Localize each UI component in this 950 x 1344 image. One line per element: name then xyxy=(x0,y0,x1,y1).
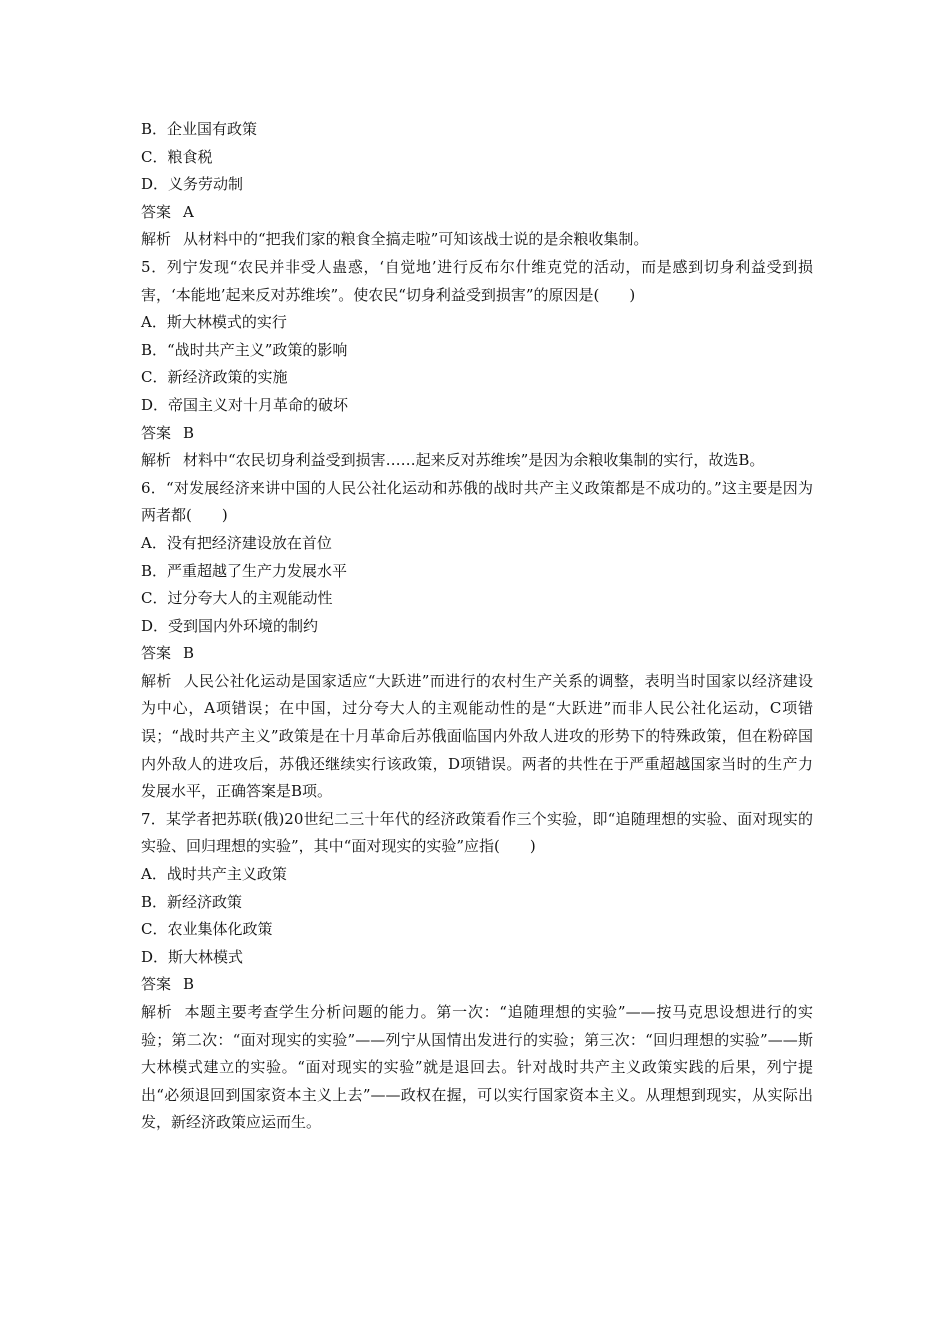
answer-label: 答案 xyxy=(141,202,172,221)
option-c: C．过分夸大人的主观能动性 xyxy=(141,589,333,608)
analysis-label: 解析 xyxy=(141,671,172,690)
answer-label: 答案 xyxy=(141,423,172,442)
analysis xyxy=(141,447,813,475)
answer-text: A xyxy=(183,202,194,221)
analysis-text: 从材料中的“把我们家的粮食全搞走啦”可知该战士说的是余粮收集制。 xyxy=(183,230,649,249)
option-b: B．严重超越了生产力发展水平 xyxy=(141,561,348,580)
question-7: 7．某学者把苏联(俄)20世纪二三十年代的经济政策看作三个实验，即“追随理想的实验、面对现实的实验、回归理想的实验”，其中“面对现实的实验”应指( ) xyxy=(141,809,813,856)
answer-label: 答案 xyxy=(141,644,172,663)
answer xyxy=(141,420,813,448)
answer-text: B xyxy=(183,644,195,663)
option-c: C．农业集体化政策 xyxy=(141,920,273,939)
analysis-label: 解析 xyxy=(141,451,172,470)
analysis xyxy=(141,668,813,806)
analysis xyxy=(141,999,813,1137)
answer-label: 答案 xyxy=(141,975,172,994)
answer-text: B xyxy=(183,423,195,442)
answer xyxy=(141,640,813,668)
analysis xyxy=(141,226,813,254)
analysis-text: 人民公社化运动是国家适应“大跃进”而进行的农村生产关系的调整，表明当时国家以经济建设为中心，A项错误；在中国，过分夸大人的主观能动性的是“大跃进”而非人民公社化运动，C项错误；“战时共产主义”政策是在十月革命后苏俄面临国内外敌人进攻的形势下的特殊政策，但在粉碎国内外敌人的进攻后，苏俄还继续实行该政策，D项错误。两者的共性在于严重超越国家当时的生产力发展水平，正确答案是B项。 xyxy=(141,671,813,801)
answer xyxy=(141,199,813,227)
question-6: 6．“对发展经济来讲中国的人民公社化运动和苏俄的战时共产主义政策都是不成功的。”这主要是因为两者都( ) xyxy=(141,478,813,525)
option-c: C．粮食税 xyxy=(141,147,213,166)
option-d: D．斯大林模式 xyxy=(141,947,244,966)
analysis-text: 材料中“农民切身利益受到损害……起来反对苏维埃”是因为余粮收集制的实行，故选B。 xyxy=(183,451,765,470)
option-d: D．受到国内外环境的制约 xyxy=(141,616,319,635)
document-page xyxy=(141,116,813,1137)
analysis-label: 解析 xyxy=(141,230,172,249)
option-a: A．战时共产主义政策 xyxy=(141,865,287,884)
option-d: D．帝国主义对十月革命的破坏 xyxy=(141,395,349,414)
question-5: 5．列宁发现“农民并非受人蛊惑，‘自觉地’进行反布尔什维克党的活动，而是感到切身利益受到损害，‘本能地’起来反对苏维埃”。使农民“切身利益受到损害”的原因是( ) xyxy=(141,257,813,304)
option-b: B．新经济政策 xyxy=(141,892,243,911)
answer xyxy=(141,971,813,999)
analysis-label: 解析 xyxy=(141,1003,173,1021)
option-a: A．没有把经济建设放在首位 xyxy=(141,533,332,552)
option-b: B．“战时共产主义”政策的影响 xyxy=(141,340,348,359)
option-d: D．义务劳动制 xyxy=(141,175,244,194)
option-a: A．斯大林模式的实行 xyxy=(141,313,287,332)
option-b: B．企业国有政策 xyxy=(141,120,258,138)
analysis-text: 本题主要考查学生分析问题的能力。第一次：“追随理想的实验”——按马克思设想进行的实验；第二次：“面对现实的实验”——列宁从国情出发进行的实验；第三次：“回归理想的实验”——斯大林模式建立的实验。“面对现实的实验”就是退回去。针对战时共产主义政策实践的后果，列宁提出“必须退回到国家资本主义上去”——政权在握，可以实行国家资本主义。从理想到现实，从实际出发，新经济政策应运而生。 xyxy=(141,1003,813,1132)
option-c: C．新经济政策的实施 xyxy=(141,368,288,387)
answer-text: B xyxy=(183,975,195,994)
